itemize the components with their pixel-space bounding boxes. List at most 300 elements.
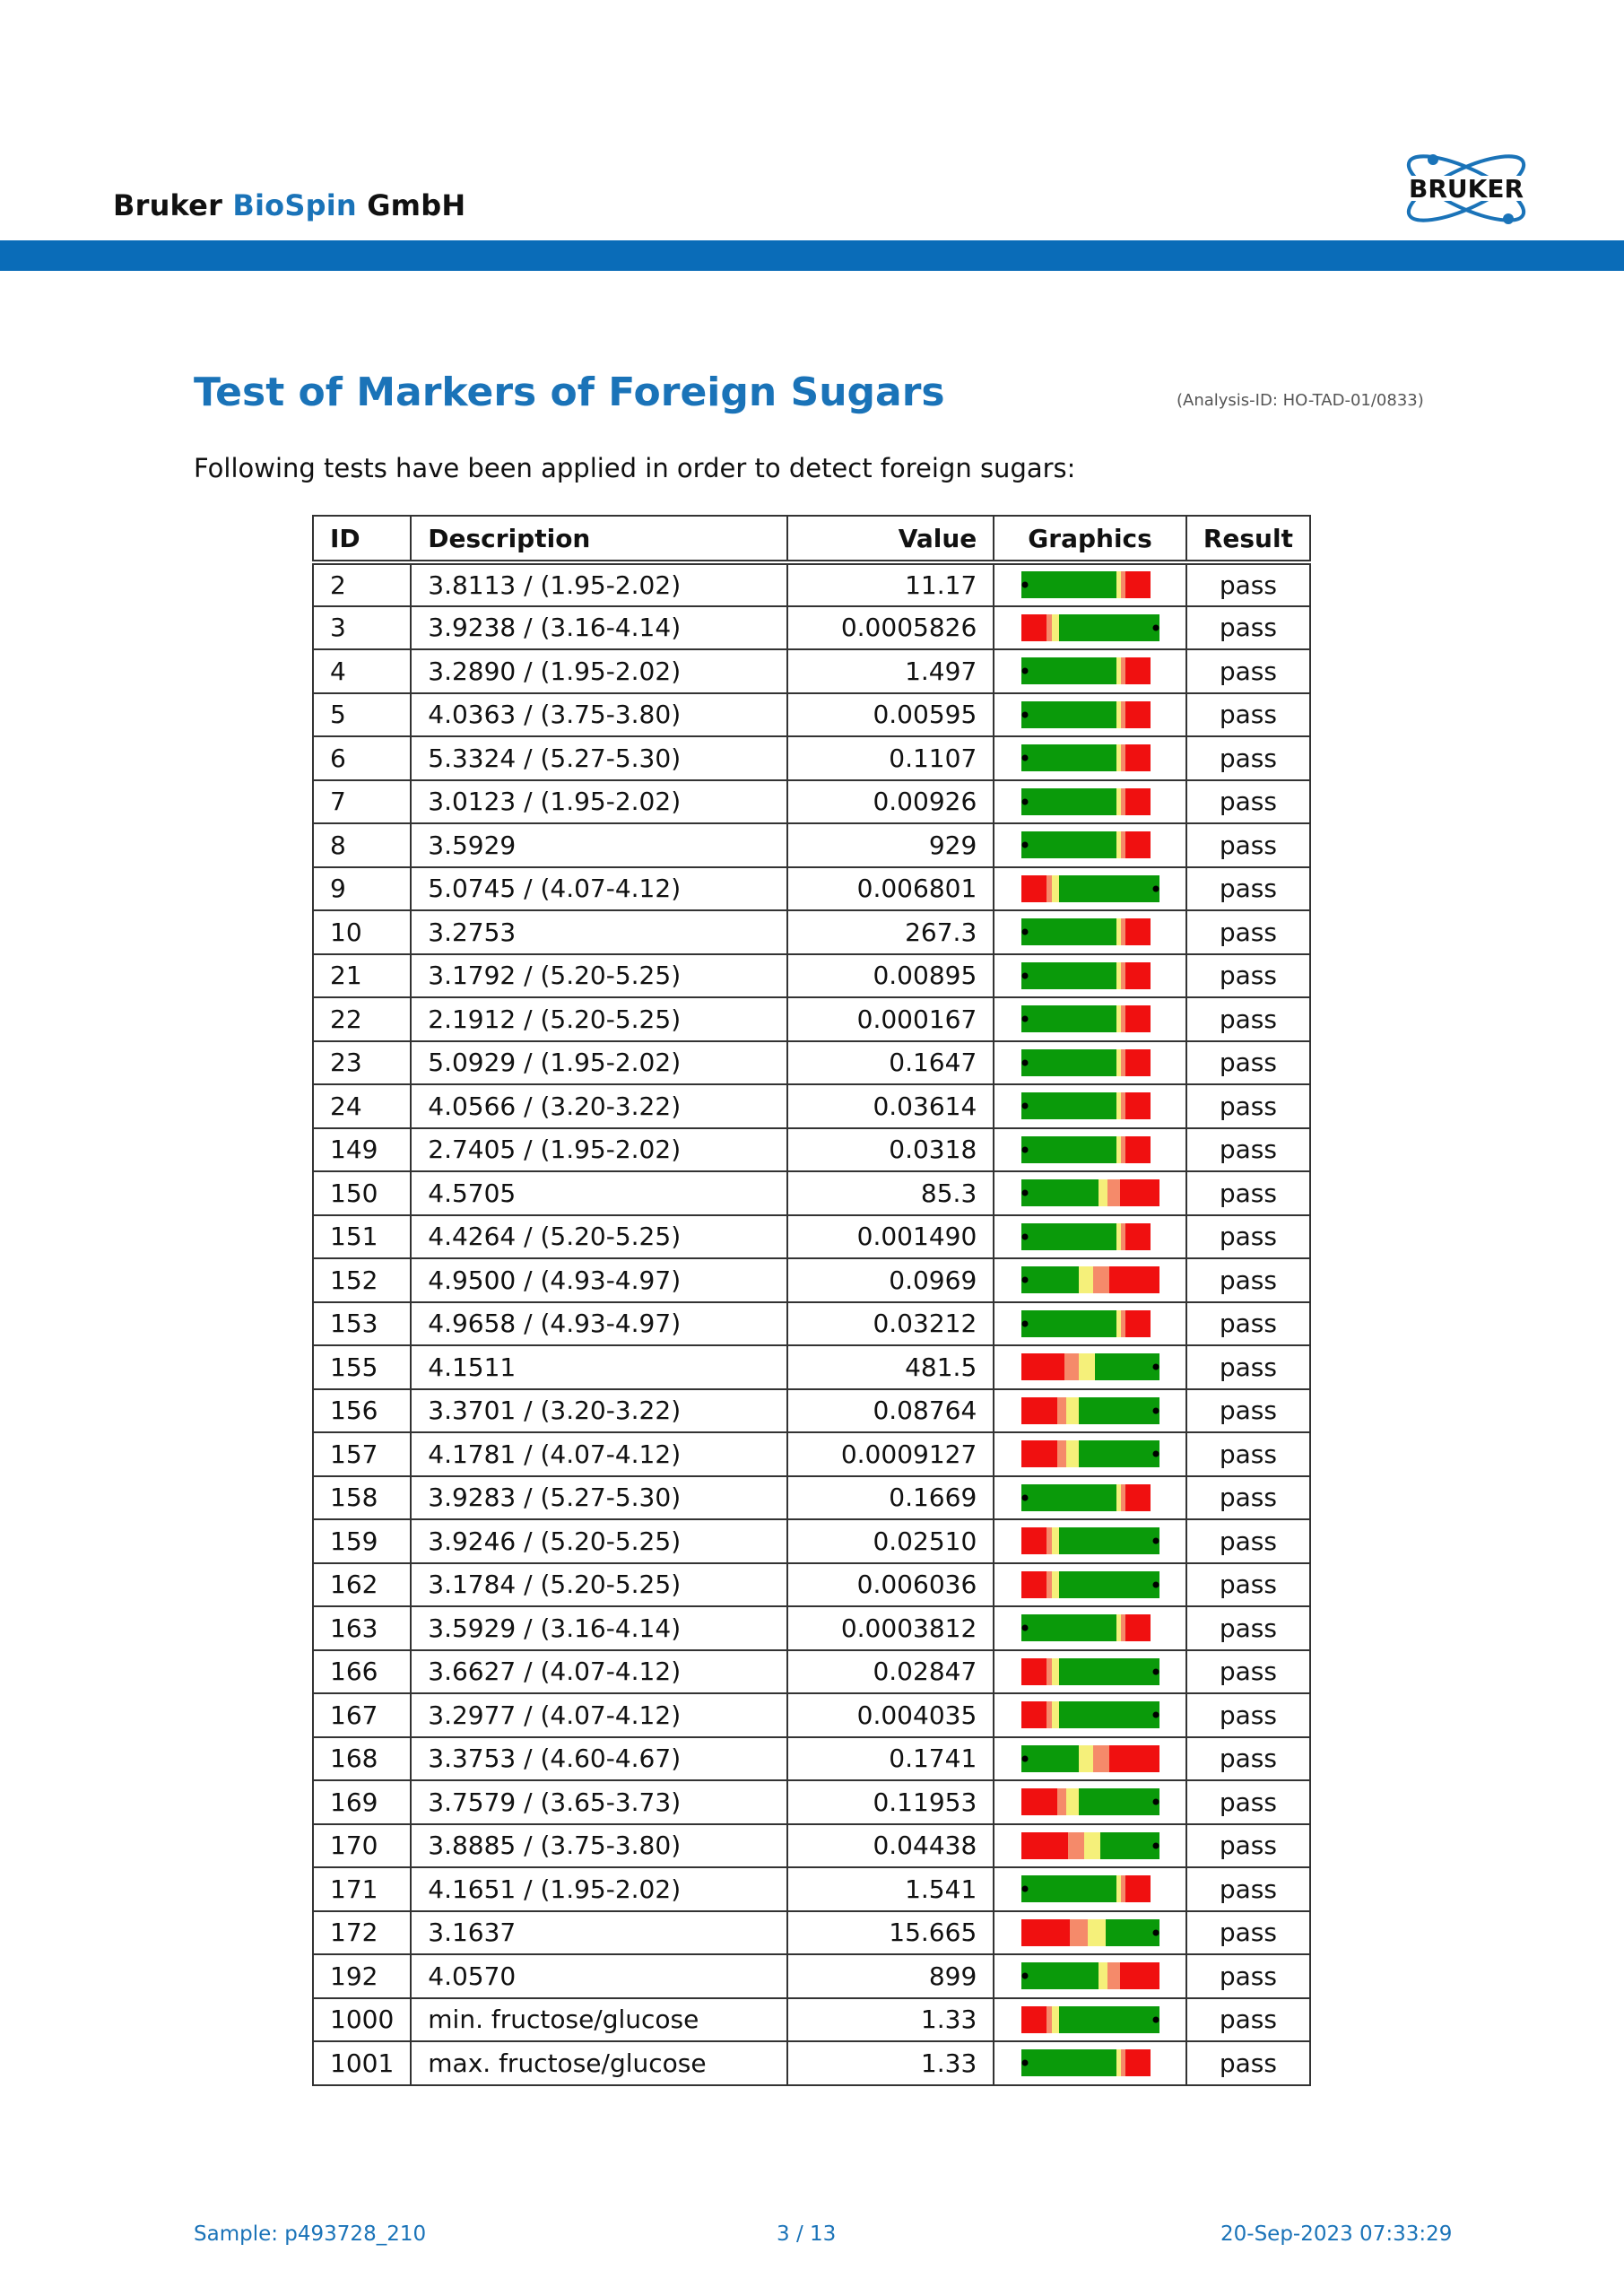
- cell-graphics: [994, 1693, 1186, 1737]
- cell-value: 0.00895: [787, 954, 994, 998]
- gauge-marker: [1021, 1146, 1028, 1152]
- header-result: Result: [1186, 516, 1310, 562]
- cell-graphics: [994, 1650, 1186, 1694]
- cell-result: pass: [1186, 1867, 1310, 1911]
- gauge-bar: [1021, 701, 1159, 728]
- cell-description: 4.0566 / (3.20-3.22): [411, 1084, 787, 1128]
- gauge-segment-salmon: [1093, 1266, 1109, 1293]
- gauge-segment-yellow: [1116, 1092, 1121, 1119]
- cell-result: pass: [1186, 1041, 1310, 1085]
- cell-description: 4.1511: [411, 1345, 787, 1389]
- cell-description: 3.8113 / (1.95-2.02): [411, 562, 787, 606]
- cell-graphics: [994, 910, 1186, 954]
- cell-result: pass: [1186, 1258, 1310, 1302]
- gauge-segment-green: [1021, 1049, 1116, 1076]
- gauge-marker: [1021, 1016, 1028, 1022]
- gauge-segment-green: [1059, 2006, 1159, 2033]
- gauge-segment-salmon: [1121, 788, 1125, 815]
- gauge-segment-green: [1059, 1571, 1159, 1598]
- cell-value: 1.33: [787, 2041, 994, 2085]
- gauge-segment-yellow: [1052, 1701, 1059, 1728]
- gauge-segment-green: [1021, 1266, 1079, 1293]
- table-row: [313, 649, 1310, 693]
- gauge-segment-yellow: [1116, 1136, 1121, 1163]
- cell-description: 3.9238 / (3.16-4.14): [411, 606, 787, 650]
- cell-graphics: [994, 1215, 1186, 1259]
- cell-graphics: [994, 1389, 1186, 1433]
- table-row: [313, 1519, 1310, 1563]
- gauge-segment-salmon: [1046, 1527, 1052, 1554]
- cell-id: 5: [313, 693, 411, 737]
- gauge-marker: [1152, 1668, 1159, 1674]
- cell-value: 481.5: [787, 1345, 994, 1389]
- gauge-segment-salmon: [1046, 614, 1052, 641]
- cell-result: pass: [1186, 1693, 1310, 1737]
- gauge-segment-green: [1021, 1484, 1116, 1511]
- table-row: [313, 1345, 1310, 1389]
- table-row: [313, 1171, 1310, 1215]
- cell-description: 3.1784 / (5.20-5.25): [411, 1563, 787, 1607]
- cell-graphics: [994, 1563, 1186, 1607]
- cell-result: pass: [1186, 1432, 1310, 1476]
- header-value: Value: [787, 516, 994, 562]
- gauge-segment-yellow: [1116, 1614, 1121, 1641]
- cell-description: 5.0745 / (4.07-4.12): [411, 867, 787, 911]
- gauge-marker: [1021, 842, 1028, 848]
- gauge-segment-salmon: [1057, 1788, 1066, 1815]
- cell-graphics: [994, 1171, 1186, 1215]
- gauge-segment-green: [1021, 1962, 1099, 1989]
- table-row: [313, 1998, 1310, 2042]
- gauge-segment-yellow: [1116, 918, 1121, 945]
- cell-result: pass: [1186, 1171, 1310, 1215]
- gauge-bar: [1021, 788, 1159, 815]
- cell-value: 1.541: [787, 1867, 994, 1911]
- cell-result: pass: [1186, 562, 1310, 606]
- gauge-segment-salmon: [1121, 1049, 1125, 1076]
- gauge-bar: [1021, 1092, 1159, 1119]
- cell-description: 4.4264 / (5.20-5.25): [411, 1215, 787, 1259]
- cell-result: pass: [1186, 1563, 1310, 1607]
- gauge-segment-salmon: [1057, 1440, 1066, 1467]
- table-row: [313, 780, 1310, 824]
- cell-value: 0.03614: [787, 1084, 994, 1128]
- gauge-bar: [1021, 1049, 1159, 1076]
- cell-result: pass: [1186, 1954, 1310, 1998]
- gauge-marker: [1021, 1277, 1028, 1283]
- gauge-segment-salmon: [1121, 918, 1125, 945]
- gauge-segment-yellow: [1066, 1397, 1079, 1424]
- cell-value: 0.1647: [787, 1041, 994, 1085]
- gauge-bar: [1021, 1875, 1159, 1902]
- cell-description: 4.9658 / (4.93-4.97): [411, 1302, 787, 1346]
- gauge-segment-yellow: [1116, 744, 1121, 771]
- cell-id: 166: [313, 1650, 411, 1694]
- cell-id: 162: [313, 1563, 411, 1607]
- gauge-segment-salmon: [1121, 701, 1125, 728]
- cell-value: 899: [787, 1954, 994, 1998]
- cell-graphics: [994, 1998, 1186, 2042]
- cell-value: 0.08764: [787, 1389, 994, 1433]
- cell-value: 0.0005826: [787, 606, 994, 650]
- cell-description: 3.9246 / (5.20-5.25): [411, 1519, 787, 1563]
- cell-value: 0.04438: [787, 1824, 994, 1868]
- cell-graphics: [994, 1432, 1186, 1476]
- gauge-segment-yellow: [1116, 701, 1121, 728]
- cell-value: 0.0318: [787, 1128, 994, 1172]
- gauge-segment-salmon: [1121, 1875, 1125, 1902]
- table-row: [313, 736, 1310, 780]
- gauge-segment-red: [1021, 614, 1046, 641]
- company-name: [113, 188, 465, 222]
- gauge-marker: [1021, 1320, 1028, 1326]
- table-row: [313, 1606, 1310, 1650]
- cell-graphics: [994, 823, 1186, 867]
- gauge-segment-salmon: [1046, 875, 1052, 902]
- gauge-bar: [1021, 918, 1159, 945]
- cell-graphics: [994, 693, 1186, 737]
- gauge-segment-red: [1125, 831, 1151, 858]
- cell-description: 5.3324 / (5.27-5.30): [411, 736, 787, 780]
- gauge-bar: [1021, 1353, 1159, 1380]
- gauge-bar: [1021, 1397, 1159, 1424]
- gauge-segment-red: [1125, 744, 1151, 771]
- gauge-segment-green: [1100, 1832, 1159, 1859]
- gauge-segment-salmon: [1121, 1223, 1125, 1250]
- cell-graphics: [994, 649, 1186, 693]
- gauge-segment-salmon: [1121, 1136, 1125, 1163]
- cell-value: 0.0009127: [787, 1432, 994, 1476]
- gauge-segment-salmon: [1121, 1614, 1125, 1641]
- gauge-marker: [1021, 582, 1028, 588]
- cell-id: 1001: [313, 2041, 411, 2085]
- table-row: [313, 606, 1310, 650]
- gauge-segment-red: [1125, 1092, 1151, 1119]
- gauge-segment-salmon: [1121, 1092, 1125, 1119]
- gauge-segment-yellow: [1099, 1179, 1107, 1206]
- cell-graphics: [994, 1737, 1186, 1781]
- header-graphics: Graphics: [994, 516, 1186, 562]
- cell-id: 22: [313, 997, 411, 1041]
- cell-description: 3.1637: [411, 1911, 787, 1955]
- cell-graphics: [994, 562, 1186, 606]
- gauge-segment-green: [1059, 1658, 1159, 1685]
- gauge-bar: [1021, 571, 1159, 598]
- cell-graphics: [994, 1041, 1186, 1085]
- gauge-segment-red: [1125, 1136, 1151, 1163]
- cell-result: pass: [1186, 2041, 1310, 2085]
- cell-id: 170: [313, 1824, 411, 1868]
- gauge-bar: [1021, 1005, 1159, 1032]
- gauge-segment-yellow: [1079, 1745, 1093, 1772]
- gauge-segment-red: [1125, 657, 1151, 684]
- table-row: [313, 1954, 1310, 1998]
- cell-id: 163: [313, 1606, 411, 1650]
- cell-result: pass: [1186, 1476, 1310, 1520]
- cell-id: 1000: [313, 1998, 411, 2042]
- table-row: [313, 562, 1310, 606]
- gauge-bar: [1021, 614, 1159, 641]
- gauge-segment-green: [1079, 1440, 1159, 1467]
- table-row: [313, 1215, 1310, 1259]
- gauge-marker: [1152, 1712, 1159, 1718]
- cell-id: 157: [313, 1432, 411, 1476]
- gauge-segment-salmon: [1107, 1179, 1120, 1206]
- table-row: [313, 867, 1310, 911]
- cell-result: pass: [1186, 954, 1310, 998]
- tests-table: [312, 515, 1311, 2086]
- cell-description: 2.7405 / (1.95-2.02): [411, 1128, 787, 1172]
- cell-result: pass: [1186, 910, 1310, 954]
- table-row: [313, 1563, 1310, 1607]
- gauge-marker: [1021, 1886, 1028, 1892]
- cell-value: 0.0969: [787, 1258, 994, 1302]
- table-row: [313, 997, 1310, 1041]
- gauge-bar: [1021, 1701, 1159, 1728]
- cell-graphics: [994, 1476, 1186, 1520]
- cell-value: 1.497: [787, 649, 994, 693]
- cell-description: 4.9500 / (4.93-4.97): [411, 1258, 787, 1302]
- gauge-segment-red: [1021, 875, 1046, 902]
- gauge-marker: [1152, 1364, 1159, 1370]
- gauge-marker: [1152, 1407, 1159, 1413]
- gauge-segment-salmon: [1107, 1962, 1120, 1989]
- gauge-marker: [1152, 1538, 1159, 1544]
- cell-id: 192: [313, 1954, 411, 1998]
- cell-description: max. fructose/glucose: [411, 2041, 787, 2085]
- cell-description: 3.7579 / (3.65-3.73): [411, 1780, 787, 1824]
- gauge-segment-green: [1059, 614, 1159, 641]
- cell-description: 3.8885 / (3.75-3.80): [411, 1824, 787, 1868]
- cell-graphics: [994, 1911, 1186, 1955]
- table-row: [313, 693, 1310, 737]
- gauge-segment-green: [1079, 1788, 1159, 1815]
- gauge-segment-red: [1120, 1962, 1159, 1989]
- cell-id: 156: [313, 1389, 411, 1433]
- gauge-bar: [1021, 1484, 1159, 1511]
- table-row: [313, 1258, 1310, 1302]
- cell-value: 0.1107: [787, 736, 994, 780]
- gauge-segment-green: [1021, 1092, 1116, 1119]
- gauge-segment-yellow: [1079, 1266, 1093, 1293]
- table-row: [313, 1824, 1310, 1868]
- cell-value: 0.004035: [787, 1693, 994, 1737]
- cell-description: 3.3753 / (4.60-4.67): [411, 1737, 787, 1781]
- cell-result: pass: [1186, 780, 1310, 824]
- cell-result: pass: [1186, 1606, 1310, 1650]
- cell-value: 0.1669: [787, 1476, 994, 1520]
- analysis-id: (Analysis-ID: HO-TAD-01/0833): [1177, 391, 1424, 410]
- gauge-bar: [1021, 1614, 1159, 1641]
- cell-description: 3.6627 / (4.07-4.12): [411, 1650, 787, 1694]
- gauge-marker: [1021, 1190, 1028, 1196]
- cell-result: pass: [1186, 1780, 1310, 1824]
- table-row: [313, 1389, 1310, 1433]
- cell-id: 4: [313, 649, 411, 693]
- cell-value: 267.3: [787, 910, 994, 954]
- gauge-segment-salmon: [1057, 1397, 1066, 1424]
- gauge-segment-salmon: [1064, 1353, 1079, 1380]
- gauge-segment-red: [1109, 1266, 1159, 1293]
- cell-result: pass: [1186, 1519, 1310, 1563]
- cell-id: 169: [313, 1780, 411, 1824]
- cell-id: 151: [313, 1215, 411, 1259]
- gauge-marker: [1021, 929, 1028, 935]
- table-row: [313, 1693, 1310, 1737]
- gauge-marker: [1021, 668, 1028, 674]
- cell-description: min. fructose/glucose: [411, 1998, 787, 2042]
- cell-id: 6: [313, 736, 411, 780]
- footer-sample: Sample: p493728_210: [194, 2222, 427, 2246]
- cell-description: 4.1651 / (1.95-2.02): [411, 1867, 787, 1911]
- gauge-segment-red: [1021, 1788, 1057, 1815]
- gauge-marker: [1021, 1103, 1028, 1109]
- gauge-bar: [1021, 1310, 1159, 1337]
- gauge-segment-green: [1021, 1005, 1116, 1032]
- cell-description: 3.9283 / (5.27-5.30): [411, 1476, 787, 1520]
- table-row: [313, 910, 1310, 954]
- cell-result: pass: [1186, 1650, 1310, 1694]
- cell-result: pass: [1186, 1084, 1310, 1128]
- cell-id: 150: [313, 1171, 411, 1215]
- cell-id: 21: [313, 954, 411, 998]
- gauge-bar: [1021, 1527, 1159, 1554]
- gauge-segment-red: [1125, 1875, 1151, 1902]
- cell-result: pass: [1186, 1389, 1310, 1433]
- gauge-segment-salmon: [1121, 657, 1125, 684]
- gauge-segment-green: [1021, 831, 1116, 858]
- cell-description: 4.0570: [411, 1954, 787, 1998]
- gauge-bar: [1021, 1658, 1159, 1685]
- gauge-marker: [1021, 1233, 1028, 1239]
- gauge-bar: [1021, 1832, 1159, 1859]
- gauge-segment-yellow: [1116, 1005, 1121, 1032]
- gauge-segment-salmon: [1121, 2049, 1125, 2076]
- gauge-bar: [1021, 1788, 1159, 1815]
- gauge-segment-red: [1125, 2049, 1151, 2076]
- table-row: [313, 1780, 1310, 1824]
- company-accent: BioSpin: [232, 188, 357, 222]
- gauge-segment-green: [1106, 1919, 1159, 1946]
- table-body: [313, 562, 1310, 2085]
- cell-graphics: [994, 1824, 1186, 1868]
- gauge-segment-yellow: [1116, 2049, 1121, 2076]
- gauge-segment-red: [1125, 1049, 1151, 1076]
- cell-graphics: [994, 1258, 1186, 1302]
- cell-id: 152: [313, 1258, 411, 1302]
- gauge-segment-salmon: [1121, 571, 1125, 598]
- header-bar: [0, 240, 1624, 271]
- gauge-segment-yellow: [1116, 657, 1121, 684]
- gauge-segment-salmon: [1121, 1310, 1125, 1337]
- table-row: [313, 2041, 1310, 2085]
- gauge-segment-salmon: [1046, 1701, 1052, 1728]
- gauge-segment-green: [1021, 744, 1116, 771]
- gauge-segment-salmon: [1070, 1919, 1088, 1946]
- cell-description: 3.2753: [411, 910, 787, 954]
- gauge-bar: [1021, 1223, 1159, 1250]
- gauge-bar: [1021, 1136, 1159, 1163]
- gauge-bar: [1021, 1179, 1159, 1206]
- gauge-segment-green: [1059, 1701, 1159, 1728]
- gauge-segment-green: [1021, 2049, 1116, 2076]
- gauge-segment-yellow: [1116, 962, 1121, 989]
- cell-graphics: [994, 867, 1186, 911]
- gauge-segment-yellow: [1052, 2006, 1059, 2033]
- gauge-segment-salmon: [1121, 1005, 1125, 1032]
- company-suffix: GmbH: [367, 188, 466, 222]
- table-row: [313, 823, 1310, 867]
- gauge-segment-green: [1021, 701, 1116, 728]
- cell-value: 0.11953: [787, 1780, 994, 1824]
- gauge-marker: [1152, 1842, 1159, 1848]
- cell-value: 0.1741: [787, 1737, 994, 1781]
- cell-graphics: [994, 1302, 1186, 1346]
- gauge-segment-yellow: [1116, 1049, 1121, 1076]
- gauge-segment-red: [1021, 1919, 1070, 1946]
- gauge-marker: [1152, 885, 1159, 891]
- gauge-bar: [1021, 831, 1159, 858]
- gauge-marker: [1152, 2016, 1159, 2022]
- cell-result: pass: [1186, 1345, 1310, 1389]
- cell-id: 9: [313, 867, 411, 911]
- cell-id: 8: [313, 823, 411, 867]
- gauge-segment-salmon: [1121, 831, 1125, 858]
- intro-text: Following tests have been applied in order to detect foreign sugars:: [194, 453, 1076, 483]
- company-prefix: Bruker: [113, 188, 223, 222]
- cell-graphics: [994, 1606, 1186, 1650]
- gauge-segment-green: [1059, 1527, 1159, 1554]
- cell-result: pass: [1186, 867, 1310, 911]
- cell-value: 0.001490: [787, 1215, 994, 1259]
- gauge-marker: [1021, 755, 1028, 761]
- gauge-segment-yellow: [1116, 1310, 1121, 1337]
- cell-result: pass: [1186, 736, 1310, 780]
- cell-value: 0.00926: [787, 780, 994, 824]
- gauge-bar: [1021, 2006, 1159, 2033]
- cell-description: 4.5705: [411, 1171, 787, 1215]
- cell-id: 153: [313, 1302, 411, 1346]
- cell-result: pass: [1186, 1824, 1310, 1868]
- table-row: [313, 1084, 1310, 1128]
- cell-graphics: [994, 1519, 1186, 1563]
- gauge-segment-green: [1021, 1223, 1116, 1250]
- gauge-segment-red: [1125, 1484, 1151, 1511]
- gauge-segment-red: [1125, 1005, 1151, 1032]
- gauge-segment-yellow: [1116, 1875, 1121, 1902]
- cell-id: 158: [313, 1476, 411, 1520]
- gauge-segment-green: [1095, 1353, 1159, 1380]
- cell-graphics: [994, 1128, 1186, 1172]
- gauge-segment-green: [1079, 1397, 1159, 1424]
- cell-graphics: [994, 1084, 1186, 1128]
- gauge-marker: [1152, 624, 1159, 631]
- gauge-segment-yellow: [1116, 831, 1121, 858]
- gauge-segment-red: [1125, 962, 1151, 989]
- cell-value: 929: [787, 823, 994, 867]
- table-row: [313, 1432, 1310, 1476]
- cell-description: 5.0929 / (1.95-2.02): [411, 1041, 787, 1085]
- cell-result: pass: [1186, 1128, 1310, 1172]
- cell-value: 0.006036: [787, 1563, 994, 1607]
- cell-result: pass: [1186, 1302, 1310, 1346]
- cell-value: 85.3: [787, 1171, 994, 1215]
- gauge-segment-green: [1021, 1875, 1116, 1902]
- cell-result: pass: [1186, 1998, 1310, 2042]
- table-header-row: [313, 516, 1310, 562]
- gauge-segment-green: [1021, 657, 1116, 684]
- cell-value: 0.000167: [787, 997, 994, 1041]
